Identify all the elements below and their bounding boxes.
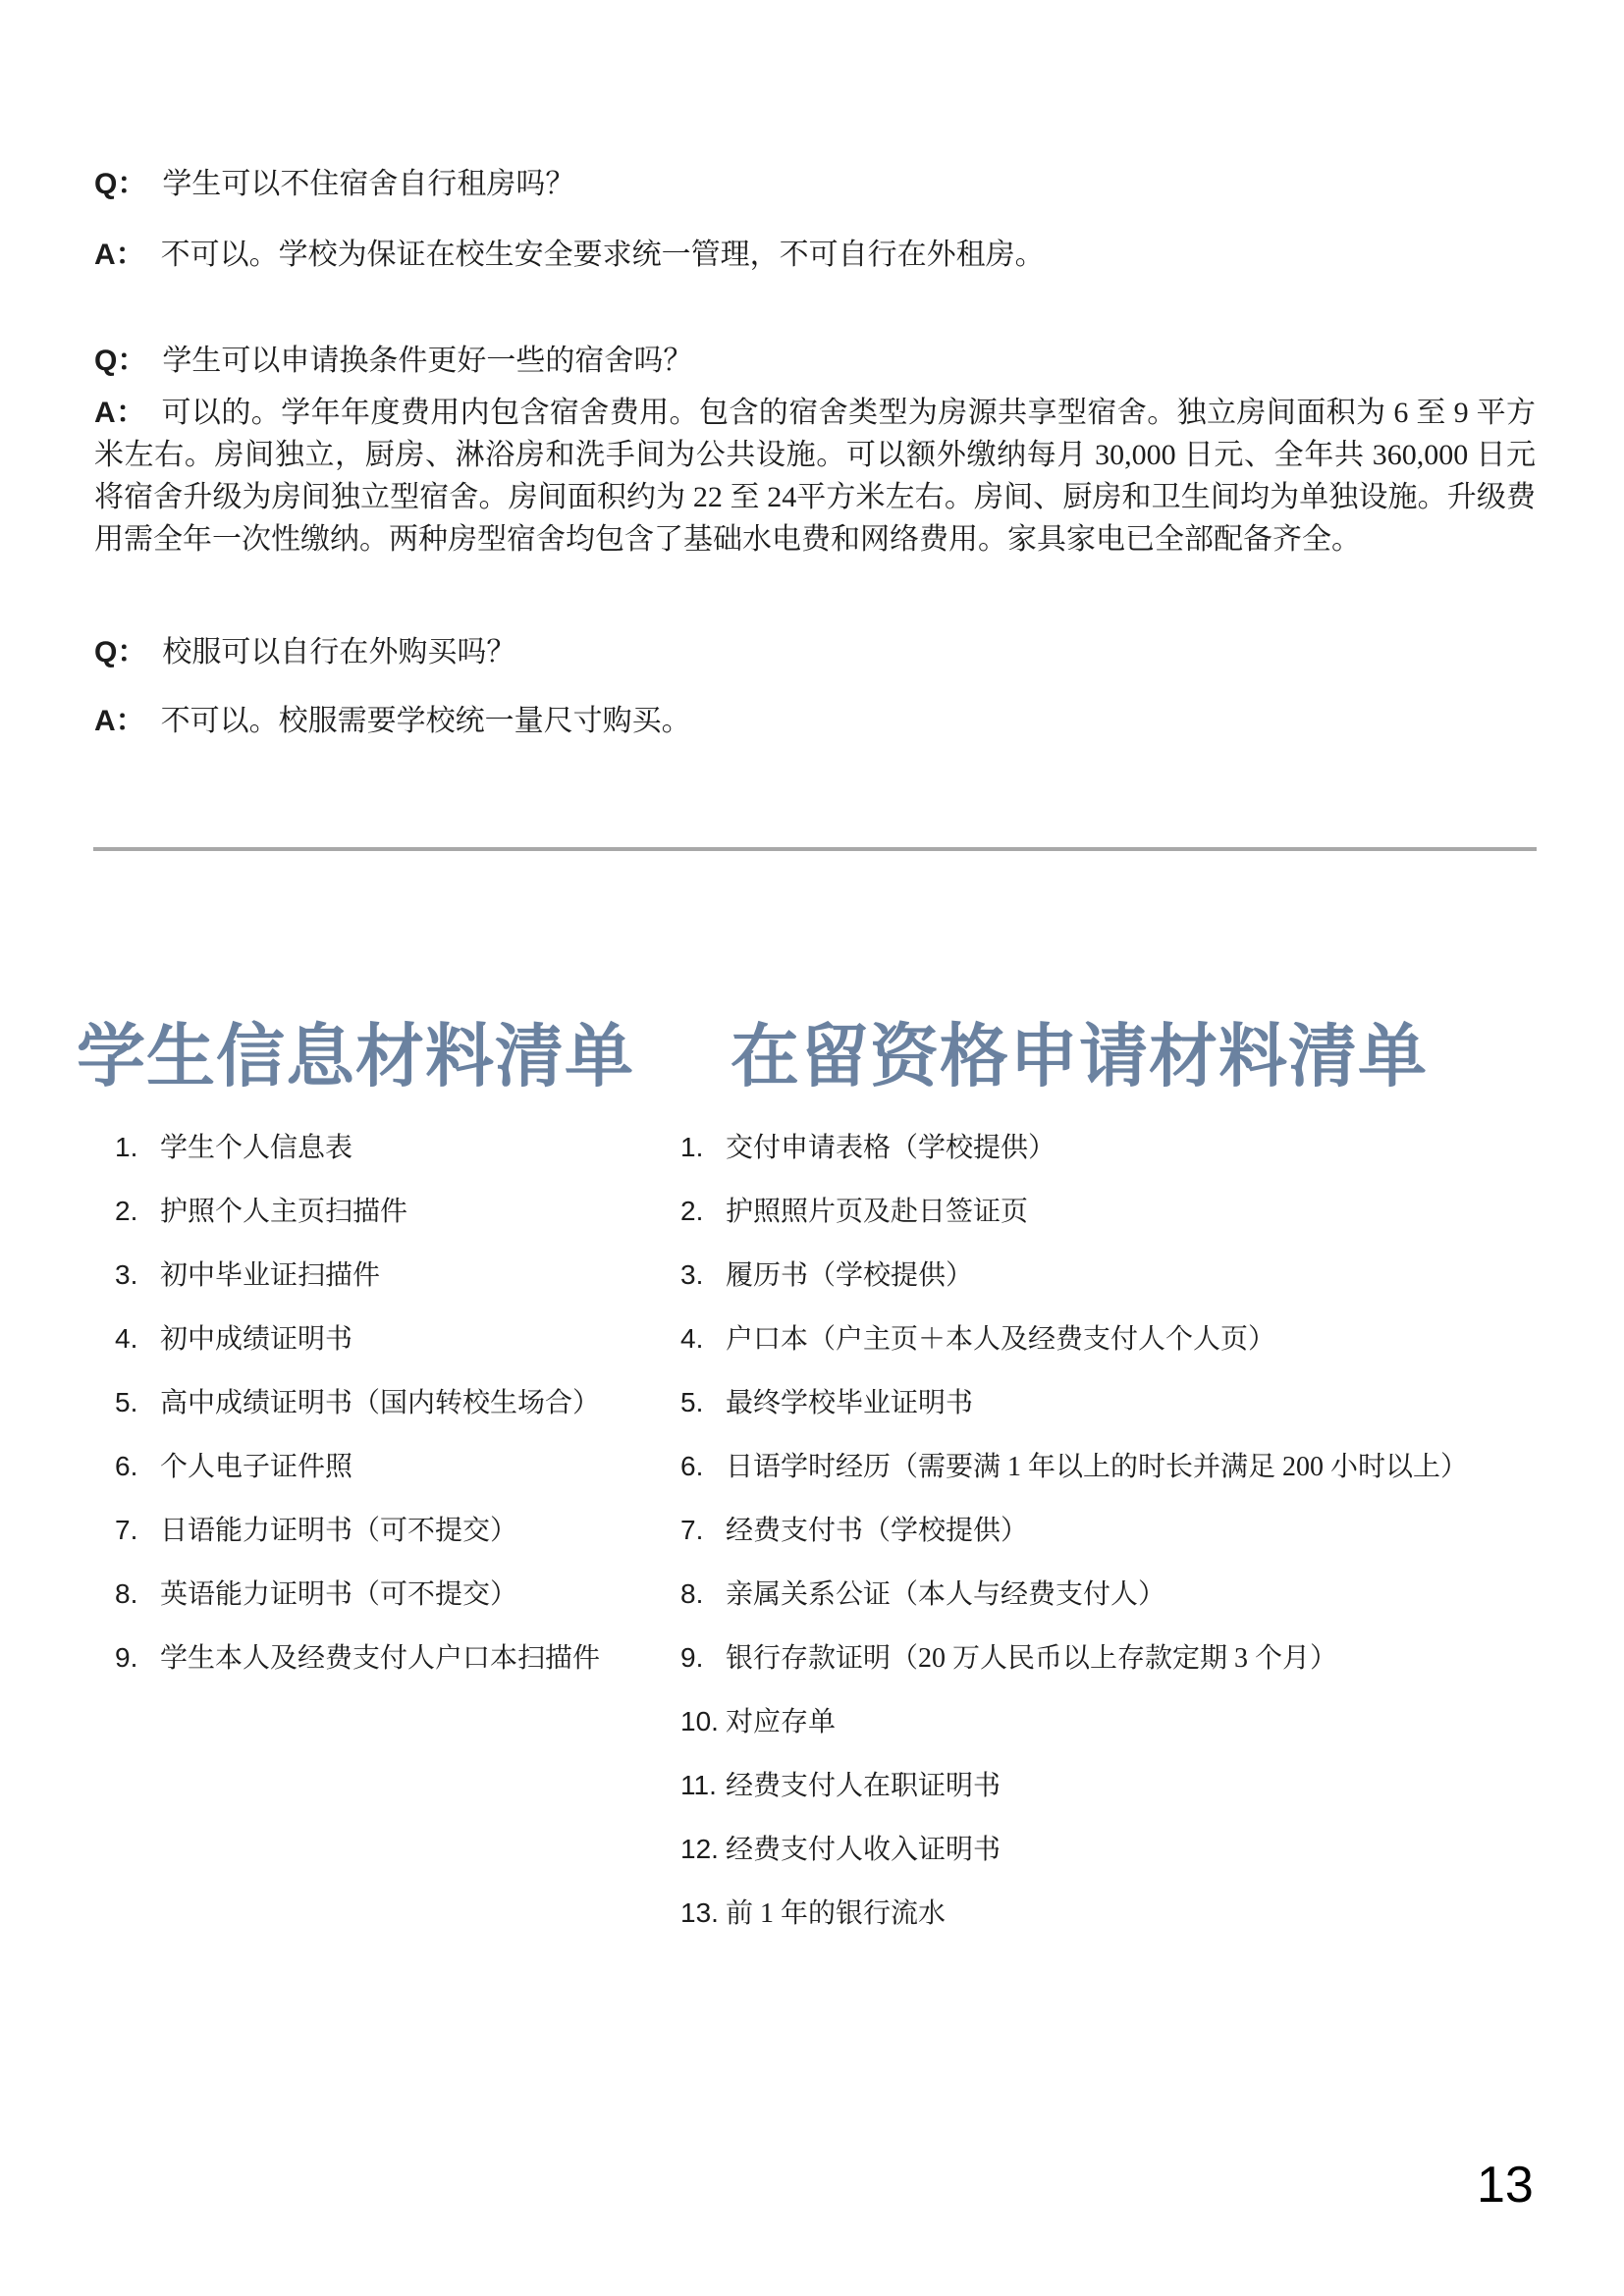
list-item-label: 银行存款证明（20 万人民币以上存款定期 3 个月） xyxy=(726,1643,1338,1674)
list-item xyxy=(680,1512,1468,1575)
list-item xyxy=(115,1448,600,1512)
answer-2 xyxy=(94,392,1536,561)
list-item-label: 经费支付人收入证明书 xyxy=(726,1835,1001,1865)
residence-application-checklist xyxy=(680,1129,1468,1958)
list-item-number: 4. xyxy=(680,1323,704,1354)
list-item-label: 英语能力证明书（可不提交） xyxy=(160,1579,518,1610)
list-item-number: 6. xyxy=(680,1451,704,1481)
list-item-number: 5. xyxy=(115,1387,138,1417)
list-item-number: 4. xyxy=(115,1323,138,1354)
list-item xyxy=(680,1575,1468,1639)
list-item xyxy=(680,1639,1468,1703)
answer-1-label: A： xyxy=(94,239,145,271)
answer-3-text: 不可以。校服需要学校统一量尺寸购买。 xyxy=(160,705,691,737)
page-number: 13 xyxy=(1477,2157,1534,2214)
list-item xyxy=(115,1512,600,1575)
student-info-checklist-title: 学生信息材料清单 xyxy=(77,1020,634,1095)
answer-1-text: 不可以。学校为保证在校生安全要求统一管理，不可自行在外租房。 xyxy=(160,239,1045,271)
list-item xyxy=(680,1831,1468,1895)
list-item-number: 8. xyxy=(115,1578,138,1609)
question-1 xyxy=(94,163,1536,205)
list-item-label: 个人电子证件照 xyxy=(160,1452,353,1482)
list-item-number: 5. xyxy=(680,1387,704,1417)
list-item-number: 8. xyxy=(680,1578,704,1609)
answer-3-label: A： xyxy=(94,705,145,737)
list-item-number: 3. xyxy=(680,1259,704,1290)
list-item-label: 经费支付书（学校提供） xyxy=(726,1516,1029,1546)
list-item xyxy=(680,1384,1468,1448)
list-item-label: 学生本人及经费支付人户口本扫描件 xyxy=(160,1643,601,1674)
list-item-label: 交付申请表格（学校提供） xyxy=(726,1133,1056,1163)
list-item-number: 2. xyxy=(680,1196,704,1226)
list-item xyxy=(680,1767,1468,1831)
list-item-label: 履历书（学校提供） xyxy=(726,1260,974,1291)
list-item xyxy=(115,1193,600,1256)
list-item xyxy=(115,1384,600,1448)
list-item-label: 对应存单 xyxy=(726,1707,837,1737)
list-item-label: 高中成绩证明书（国内转校生场合） xyxy=(160,1388,601,1418)
list-item-number: 1. xyxy=(680,1132,704,1162)
list-item-number: 2. xyxy=(115,1196,138,1226)
list-item-number: 13. xyxy=(680,1897,719,1928)
list-item-label: 亲属关系公证（本人与经费支付人） xyxy=(726,1579,1166,1610)
list-item xyxy=(115,1129,600,1193)
list-item-label: 学生个人信息表 xyxy=(160,1133,353,1163)
list-item-label: 日语能力证明书（可不提交） xyxy=(160,1516,518,1546)
answer-3 xyxy=(94,700,1536,742)
list-item-label: 前 1 年的银行流水 xyxy=(726,1898,947,1929)
list-item-number: 7. xyxy=(115,1515,138,1545)
list-item-label: 经费支付人在职证明书 xyxy=(726,1771,1001,1801)
list-item-number: 9. xyxy=(115,1642,138,1673)
question-2 xyxy=(94,340,1536,382)
answer-2-text: 可以的。学年年度费用内包含宿舍费用。包含的宿舍类型为房源共享型宿舍。独立房间面积为 6 至 9 平方米左右。房间独立，厨房、淋浴房和洗手间为公共设施。可以额外缴纳每月 30,000 日元、全年共 360,000 日元将宿舍升级为房间独立型宿舍。房间面积约为 22 至 24平方米左右。房间、厨房和卫生间均为单独设施。升级费用需全年一次性缴纳。两种房型宿舍均包含了基础水电费和网络费用。家具家电已全部配备齐全。 xyxy=(94,397,1536,556)
question-1-text: 学生可以不住宿舍自行租房吗？ xyxy=(162,168,575,200)
question-1-label: Q： xyxy=(94,168,147,200)
list-item-number: 1. xyxy=(115,1132,138,1162)
list-item-label: 日语学时经历（需要满 1 年以上的时长并满足 200 小时以上） xyxy=(726,1452,1469,1482)
section-divider xyxy=(93,847,1537,851)
list-item-number: 10. xyxy=(680,1706,719,1736)
list-item-label: 护照个人主页扫描件 xyxy=(160,1197,408,1227)
question-3-label: Q： xyxy=(94,636,147,668)
question-2-label: Q： xyxy=(94,345,147,377)
list-item-label: 护照照片页及赴日签证页 xyxy=(726,1197,1029,1227)
list-item-label: 初中成绩证明书 xyxy=(160,1324,353,1355)
residence-application-checklist-title: 在留资格申请材料清单 xyxy=(731,1020,1428,1095)
list-item xyxy=(115,1639,600,1703)
question-3-text: 校服可以自行在外购买吗？ xyxy=(162,636,516,668)
list-item xyxy=(680,1193,1468,1256)
list-item-number: 6. xyxy=(115,1451,138,1481)
list-item xyxy=(680,1129,1468,1193)
list-item-number: 12. xyxy=(680,1834,719,1864)
list-item-number: 7. xyxy=(680,1515,704,1545)
question-2-text: 学生可以申请换条件更好一些的宿舍吗？ xyxy=(162,345,693,377)
list-item xyxy=(115,1320,600,1384)
answer-1 xyxy=(94,234,1536,276)
list-item-label: 户口本（户主页＋本人及经费支付人个人页） xyxy=(726,1324,1276,1355)
list-item xyxy=(680,1703,1468,1767)
list-item xyxy=(115,1256,600,1320)
list-item xyxy=(680,1448,1468,1512)
list-item xyxy=(680,1320,1468,1384)
list-item-label: 最终学校毕业证明书 xyxy=(726,1388,974,1418)
list-item-number: 3. xyxy=(115,1259,138,1290)
list-item-number: 11. xyxy=(680,1770,717,1800)
list-item xyxy=(115,1575,600,1639)
student-info-checklist xyxy=(115,1129,600,1703)
list-item xyxy=(680,1256,1468,1320)
list-item-number: 9. xyxy=(680,1642,704,1673)
list-item xyxy=(680,1895,1468,1958)
answer-2-label: A： xyxy=(94,397,146,429)
question-3 xyxy=(94,631,1536,673)
list-item-label: 初中毕业证扫描件 xyxy=(160,1260,381,1291)
